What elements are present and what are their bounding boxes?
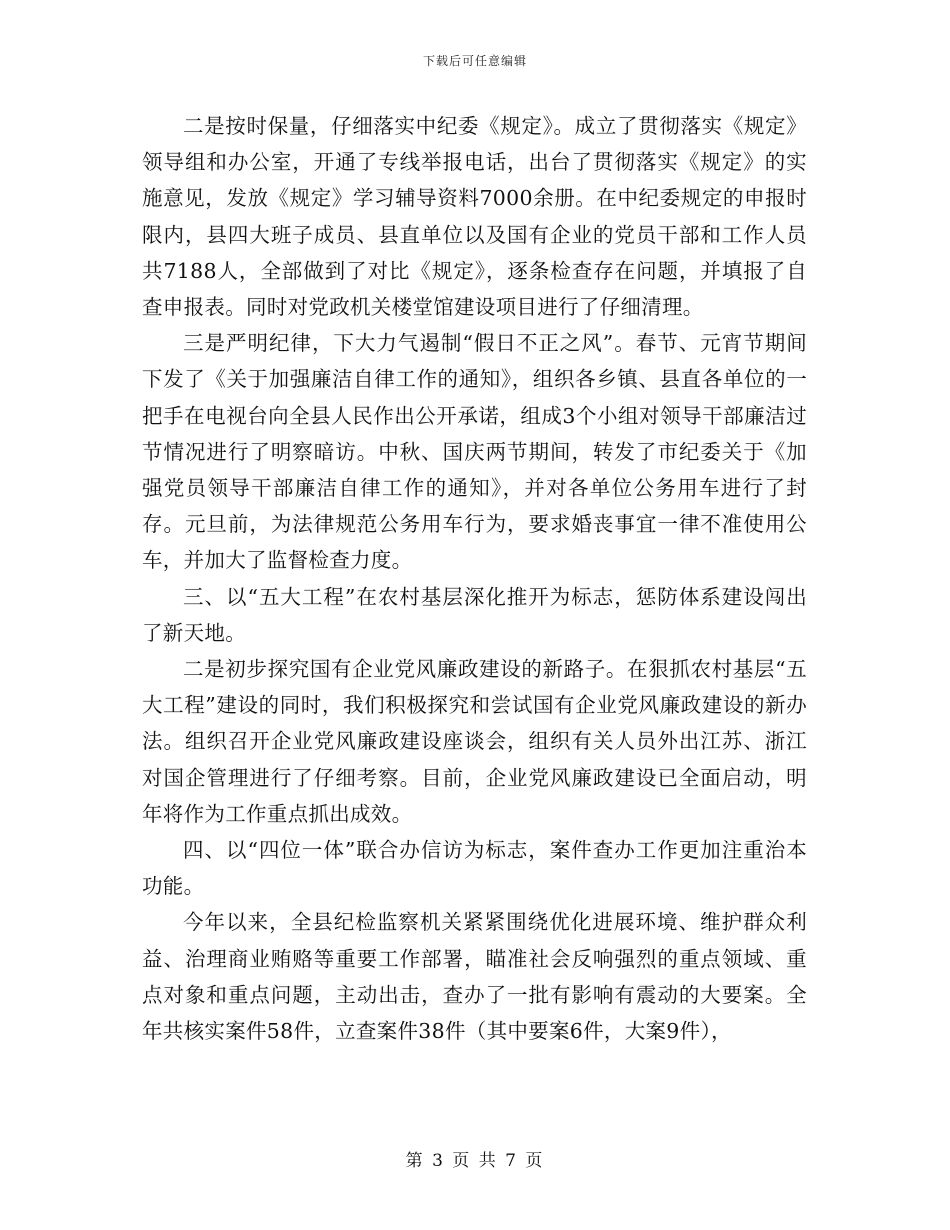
paragraph-3: 二是初步探究国有企业党风廉政建设的新路子。在狠抓农村基层“五大工程”建设的同时，我们积极探究和尝试国有企业党风廉政建设的新办法。组织召开企业党风廉政建设座谈会，组织有关人员外出江苏、浙江对国企管理进行了仔细考察。目前，企业党风廉政建设已全面启动，明年将作为工作重点抓出成效。 bbox=[142, 657, 807, 826]
page-footer: 第 3 页 共 7 页 bbox=[405, 1151, 545, 1171]
section-heading-3: 三、以“五大工程”在农村基层深化推开为标志，惩防体系建设闯出了新天地。 bbox=[142, 584, 807, 645]
document-body bbox=[142, 108, 807, 1049]
paragraph-4: 今年以来，全县纪检监察机关紧紧围绕优化进展环境、维护群众利益、治理商业贿赂等重要工作部署，瞄准社会反响强烈的重点领域、重点对象和重点问题，主动出击，查办了一批有影响有震动的大要案。全年共核实案件58件，立查案件38件（其中要案6件，大案9件）， bbox=[142, 910, 807, 1044]
page-header: 下载后可任意编辑 bbox=[422, 54, 527, 68]
paragraph-1: 二是按时保量，仔细落实中纪委《规定》。成立了贯彻落实《规定》领导组和办公室，开通了专线举报电话，出台了贯彻落实《规定》的实施意见，发放《规定》学习辅导资料7000余册。在中纪委规定的申报时限内，县四大班子成员、县直单位以及国有企业的党员干部和工作人员共7188人，全部做到了对比《规定》，逐条检查存在问题，并填报了自查申报表。同时对党政机关楼堂馆建设项目进行了仔细清理。 bbox=[142, 114, 807, 320]
paragraph-2: 三是严明纪律，下大力气遏制“假日不正之风”。春节、元宵节期间下发了《关于加强廉洁自律工作的通知》，组织各乡镇、县直各单位的一把手在电视台向全县人民作出公开承诺，组成3个小组对领导干部廉洁过节情况进行了明察暗访。中秋、国庆两节期间，转发了市纪委关于《加强党员领导干部廉洁自律工作的通知》，并对各单位公务用车进行了封存。元旦前，为法律规范公务用车行为，要求婚丧事宜一律不准使用公车，并加大了监督检查力度。 bbox=[142, 331, 807, 573]
section-heading-4: 四、以“四位一体”联合办信访为标志，案件查办工作更加注重治本功能。 bbox=[142, 838, 807, 899]
